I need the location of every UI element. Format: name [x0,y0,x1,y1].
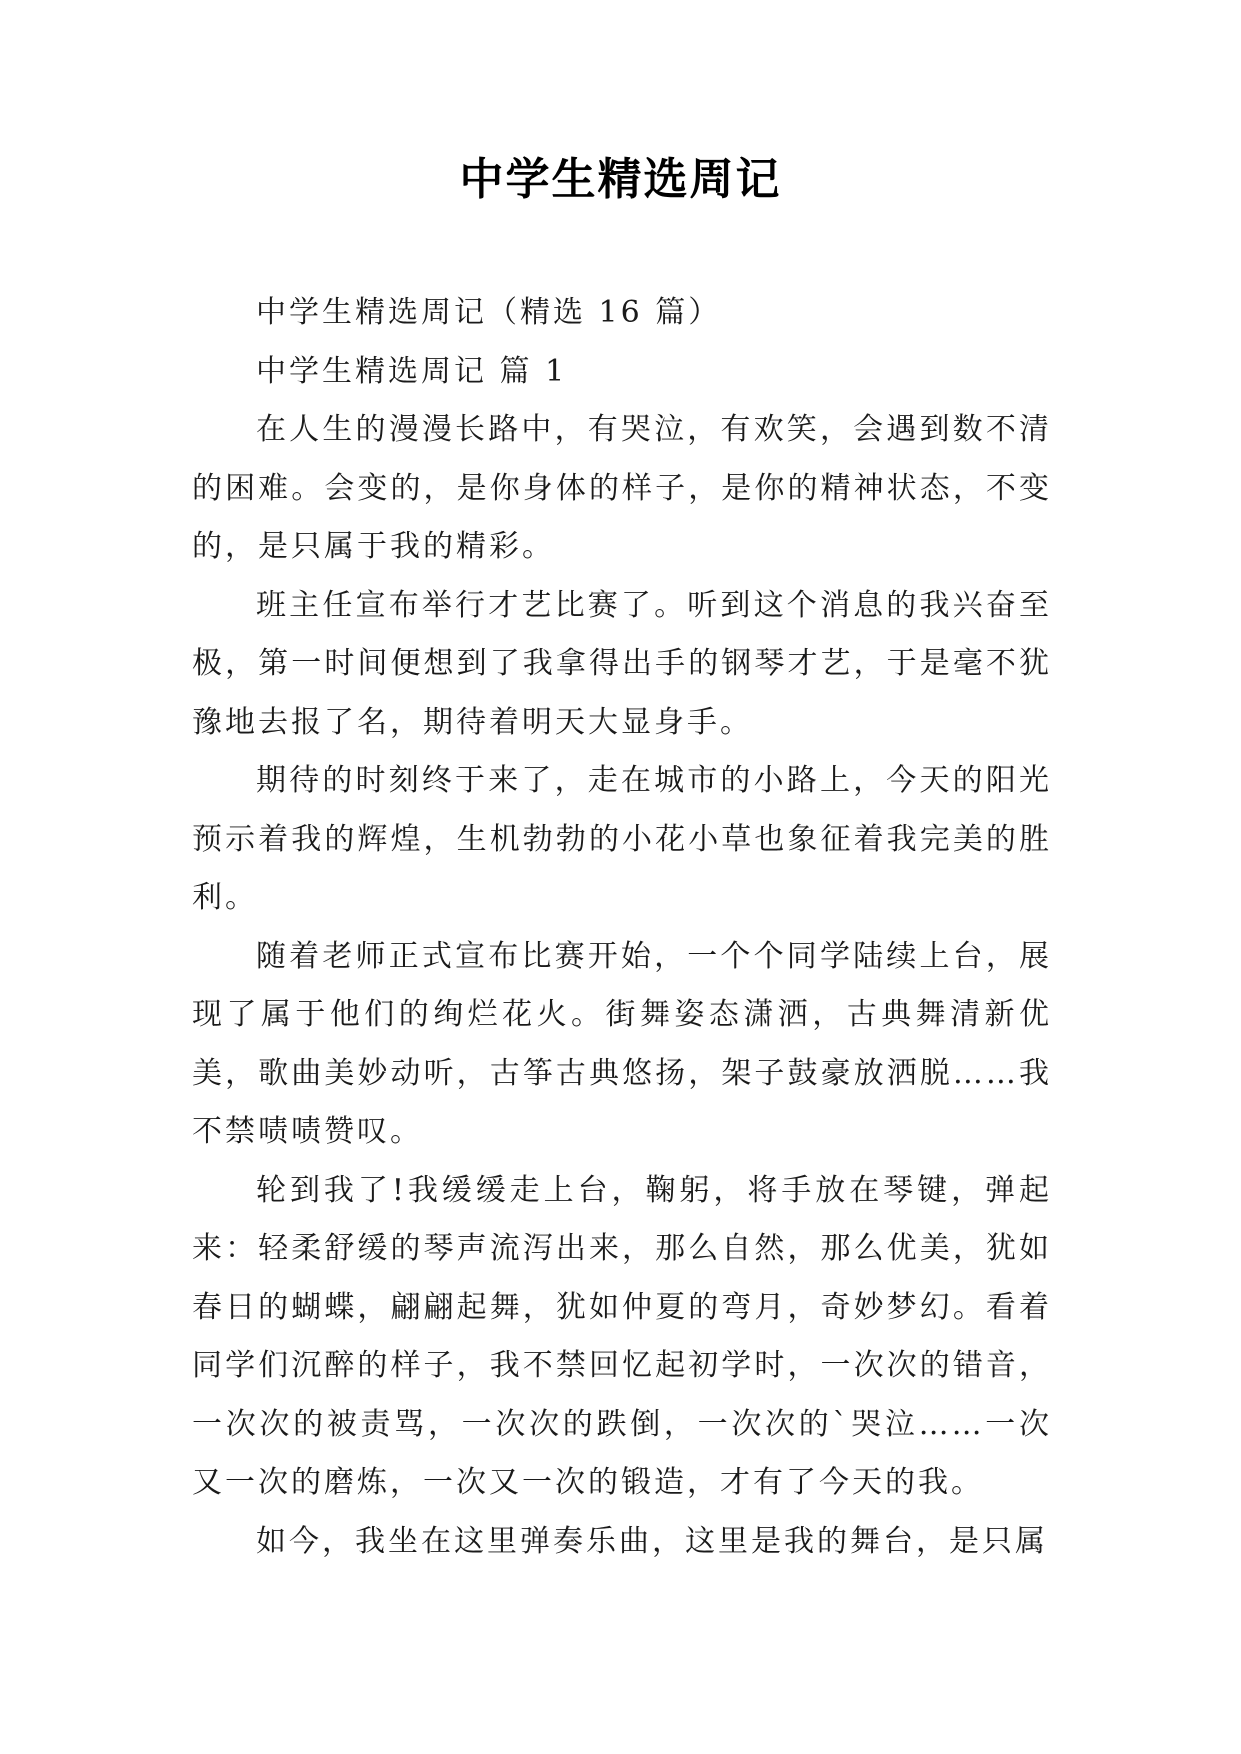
document-title: 中学生精选周记 [459,154,782,205]
paragraph: 班主任宣布举行才艺比赛了。听到这个消息的我兴奋至极，第一时间便想到了我拿得出手的钢琴才艺，于是毫不犹豫地去报了名，期待着明天大显身手。 [192,587,1052,740]
document-subtitle: 中学生精选周记（精选 16 篇） [256,295,722,330]
paragraph: 随着老师正式宣布比赛开始，一个个同学陆续上台，展现了属于他们的绚烂花火。街舞姿态潇洒，古典舞清新优美，歌曲美妙动听，古筝古典悠扬，架子鼓豪放洒脱……我不禁啧啧赞叹。 [192,938,1052,1149]
document-body [192,284,1052,1571]
paragraph: 轮到我了!我缓缓走上台，鞠躬，将手放在琴键，弹起来：轻柔舒缓的琴声流泻出来，那么自然，那么优美，犹如春日的蝴蝶，翩翩起舞，犹如仲夏的弯月，奇妙梦幻。看着同学们沉醉的样子，我不禁回忆起初学时，一次次的错音，一次次的被责骂，一次次的跌倒，一次次的`哭泣……一次又一次的磨炼，一次又一次的锻造，才有了今天的我。 [192,1172,1052,1500]
paragraph: 期待的时刻终于来了，走在城市的小路上，今天的阳光预示着我的辉煌，生机勃勃的小花小草也象征着我完美的胜利。 [192,763,1052,915]
section-heading: 中学生精选周记 篇 1 [256,353,568,389]
paragraph: 如今，我坐在这里弹奏乐曲，这里是我的舞台，是只属 [256,1523,1048,1559]
paragraph: 在人生的漫漫长路中，有哭泣，有欢笑，会遇到数不清的困难。会变的，是你身体的样子，是你的精神状态，不变的，是只属于我的精彩。 [192,412,1052,564]
